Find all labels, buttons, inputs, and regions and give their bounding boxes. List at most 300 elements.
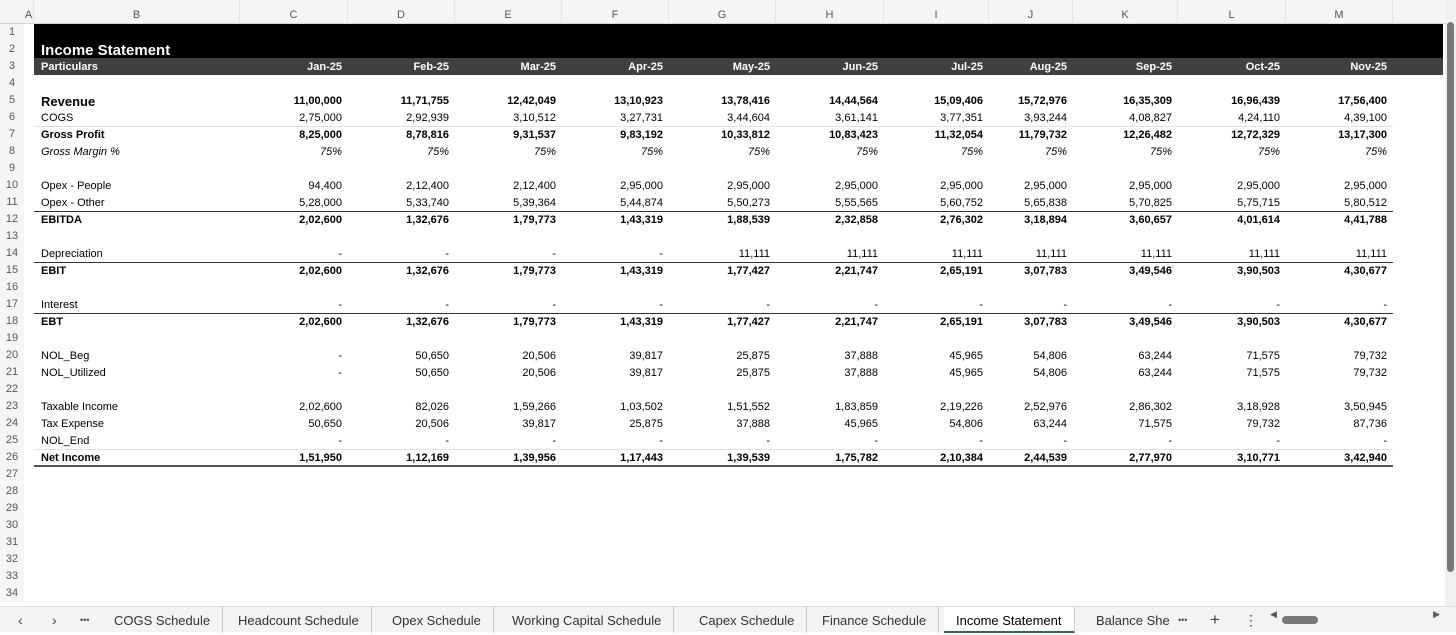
scrollbar-thumb[interactable]: [1447, 22, 1454, 572]
table-row: [0, 466, 1445, 483]
value-cell[interactable]: 1,51,950: [299, 452, 342, 464]
row-number[interactable]: 28: [0, 483, 24, 500]
row-number[interactable]: 15: [0, 262, 24, 279]
column-header[interactable]: D: [348, 0, 455, 24]
value-cell[interactable]: 1,32,676: [406, 316, 449, 328]
value-cell[interactable]: 50,650: [415, 350, 449, 362]
value-cell[interactable]: 11,111: [1035, 248, 1067, 260]
value-cell[interactable]: 1,83,859: [835, 401, 878, 413]
value-cell[interactable]: -: [874, 435, 878, 447]
month-header: Oct-25: [1245, 61, 1280, 73]
row-number[interactable]: 22: [0, 381, 24, 398]
value-cell[interactable]: -: [338, 299, 342, 311]
value-cell[interactable]: 1,43,319: [620, 214, 663, 226]
value-cell[interactable]: 54,806: [949, 418, 983, 430]
value-cell[interactable]: 1,77,427: [727, 265, 770, 277]
row-label[interactable]: NOL_Beg: [41, 350, 90, 362]
row-label[interactable]: Taxable Income: [41, 401, 119, 413]
table-row: [0, 347, 1445, 364]
value-cell[interactable]: -: [659, 435, 663, 447]
value-cell[interactable]: -: [338, 248, 342, 260]
value-cell[interactable]: 2,95,000: [727, 180, 770, 192]
value-cell[interactable]: 1,88,539: [727, 214, 770, 226]
value-cell[interactable]: 11,00,000: [293, 95, 342, 107]
value-cell[interactable]: 11,32,054: [934, 129, 983, 141]
column-header[interactable]: E: [455, 0, 562, 24]
value-cell[interactable]: 2,77,970: [1129, 452, 1172, 464]
row-label[interactable]: EBT: [41, 316, 63, 328]
value-cell[interactable]: 2,95,000: [1129, 180, 1172, 192]
value-cell[interactable]: 37,888: [844, 367, 878, 379]
value-cell[interactable]: 5,33,740: [406, 197, 449, 209]
row-number[interactable]: 3: [0, 58, 24, 75]
value-cell[interactable]: 2,65,191: [940, 316, 983, 328]
value-cell[interactable]: 2,95,000: [1344, 180, 1387, 192]
value-cell[interactable]: 5,80,512: [1344, 197, 1387, 209]
value-cell[interactable]: 39,817: [629, 350, 663, 362]
row-label[interactable]: NOL_End: [41, 435, 90, 447]
column-header[interactable]: I: [884, 0, 989, 24]
value-cell[interactable]: 3,77,351: [940, 112, 983, 124]
value-cell[interactable]: -: [1276, 299, 1280, 311]
row-label[interactable]: COGS: [41, 112, 74, 124]
sheet-title: Income Statement: [41, 42, 171, 58]
value-cell[interactable]: 1,32,676: [406, 214, 449, 226]
value-cell[interactable]: 71,575: [1246, 350, 1280, 362]
value-cell[interactable]: 4,01,614: [1237, 214, 1280, 226]
particulars-header: Particulars: [41, 61, 98, 73]
value-cell[interactable]: -: [766, 435, 770, 447]
scroll-right-icon[interactable]: ▶: [1433, 609, 1440, 619]
value-cell[interactable]: 54,806: [1033, 367, 1067, 379]
value-cell[interactable]: 11,111: [1355, 248, 1387, 260]
value-cell[interactable]: -: [552, 299, 556, 311]
row-number[interactable]: 8: [0, 143, 24, 160]
table-row: [0, 92, 1445, 109]
value-cell[interactable]: -: [1168, 435, 1172, 447]
row-number[interactable]: 12: [0, 211, 24, 228]
value-cell[interactable]: 5,75,715: [1237, 197, 1280, 209]
value-cell[interactable]: -: [445, 299, 449, 311]
value-cell[interactable]: 75%: [426, 146, 449, 158]
table-row: [0, 313, 1445, 330]
row-number[interactable]: 1: [0, 24, 24, 41]
value-cell[interactable]: 2,02,600: [299, 265, 342, 277]
value-cell[interactable]: 3,49,546: [1129, 316, 1172, 328]
value-cell[interactable]: 5,60,752: [940, 197, 983, 209]
prev-sheet-button[interactable]: ‹: [18, 612, 23, 628]
value-cell[interactable]: 63,244: [1033, 418, 1067, 430]
value-cell[interactable]: 3,49,546: [1129, 265, 1172, 277]
column-header[interactable]: L: [1178, 0, 1286, 24]
value-cell[interactable]: 4,30,677: [1344, 316, 1387, 328]
value-cell[interactable]: 2,92,939: [406, 112, 449, 124]
row-number[interactable]: 27: [0, 466, 24, 483]
value-cell[interactable]: 75%: [1364, 146, 1387, 158]
column-header[interactable]: F: [562, 0, 669, 24]
value-cell[interactable]: 3,42,940: [1344, 452, 1387, 464]
value-cell[interactable]: 1,17,443: [620, 452, 663, 464]
table-row: [0, 58, 1445, 75]
value-cell[interactable]: 3,93,244: [1024, 112, 1067, 124]
value-cell[interactable]: 2,12,400: [513, 180, 556, 192]
row-label[interactable]: Net Income: [41, 452, 101, 464]
value-cell[interactable]: 9,83,192: [620, 129, 663, 141]
value-cell[interactable]: 63,244: [1138, 367, 1172, 379]
value-cell[interactable]: -: [552, 435, 556, 447]
sheet-tab[interactable]: Capex Schedule: [687, 607, 807, 633]
value-cell[interactable]: -: [979, 435, 983, 447]
value-cell[interactable]: 2,19,226: [940, 401, 983, 413]
value-cell[interactable]: 79,732: [1353, 367, 1387, 379]
row-label[interactable]: Opex - Other: [41, 197, 105, 209]
value-cell[interactable]: 75%: [747, 146, 770, 158]
value-cell[interactable]: 1,79,773: [513, 316, 556, 328]
value-cell[interactable]: -: [338, 350, 342, 362]
value-cell[interactable]: 75%: [533, 146, 556, 158]
table-row: [0, 517, 1445, 534]
value-cell[interactable]: 5,65,838: [1024, 197, 1067, 209]
value-cell[interactable]: 3,90,503: [1237, 265, 1280, 277]
value-cell[interactable]: 25,875: [629, 418, 663, 430]
row-number[interactable]: 13: [0, 228, 24, 245]
value-cell[interactable]: 20,506: [522, 350, 556, 362]
value-cell[interactable]: 8,25,000: [299, 129, 342, 141]
value-cell[interactable]: 9,31,537: [513, 129, 556, 141]
value-cell[interactable]: 11,111: [738, 248, 770, 260]
value-cell[interactable]: -: [874, 299, 878, 311]
table-row: [0, 194, 1445, 211]
month-header: Mar-25: [520, 61, 556, 73]
value-cell[interactable]: 14,44,564: [829, 95, 878, 107]
sheet-tab[interactable]: COGS Schedule: [102, 607, 223, 633]
row-label[interactable]: Interest: [41, 299, 78, 311]
value-cell[interactable]: 11,79,732: [1018, 129, 1067, 141]
row-number[interactable]: 7: [0, 126, 24, 143]
value-cell[interactable]: -: [552, 248, 556, 260]
value-cell[interactable]: 16,96,439: [1231, 95, 1280, 107]
value-cell[interactable]: 75%: [855, 146, 878, 158]
row-label[interactable]: Gross Margin %: [41, 146, 120, 158]
row-number[interactable]: 26: [0, 449, 24, 466]
value-cell[interactable]: 3,90,503: [1237, 316, 1280, 328]
row-number[interactable]: 23: [0, 398, 24, 415]
row-label[interactable]: Opex - People: [41, 180, 112, 192]
spreadsheet-grid[interactable]: [0, 24, 1445, 602]
value-cell[interactable]: 87,736: [1353, 418, 1387, 430]
value-cell[interactable]: 37,888: [736, 418, 770, 430]
column-headers: [0, 0, 1445, 24]
row-number[interactable]: 4: [0, 75, 24, 92]
value-cell[interactable]: 45,965: [844, 418, 878, 430]
value-cell[interactable]: 79,732: [1353, 350, 1387, 362]
value-cell[interactable]: 13,10,923: [614, 95, 663, 107]
value-cell[interactable]: 3,44,604: [727, 112, 770, 124]
value-cell[interactable]: 1,39,956: [513, 452, 556, 464]
value-cell[interactable]: 4,08,827: [1129, 112, 1172, 124]
value-cell[interactable]: 37,888: [844, 350, 878, 362]
value-cell[interactable]: 2,76,302: [940, 214, 983, 226]
scroll-left-icon[interactable]: ◀: [1270, 609, 1277, 619]
value-cell[interactable]: 25,875: [736, 367, 770, 379]
value-cell[interactable]: -: [659, 248, 663, 260]
value-cell[interactable]: 71,575: [1138, 418, 1172, 430]
value-cell[interactable]: 75%: [1257, 146, 1280, 158]
value-cell[interactable]: 5,70,825: [1129, 197, 1172, 209]
value-cell[interactable]: -: [445, 435, 449, 447]
next-sheet-button[interactable]: ›: [52, 612, 57, 628]
value-cell[interactable]: 94,400: [308, 180, 342, 192]
column-header[interactable]: M: [1286, 0, 1393, 24]
row-number[interactable]: 29: [0, 500, 24, 517]
row-label[interactable]: NOL_Utilized: [41, 367, 106, 379]
value-cell[interactable]: 1,03,502: [620, 401, 663, 413]
table-row: [0, 126, 1445, 143]
value-cell[interactable]: 4,41,788: [1344, 214, 1387, 226]
table-row: [0, 211, 1445, 228]
row-number[interactable]: 11: [0, 194, 24, 211]
value-cell[interactable]: 82,026: [415, 401, 449, 413]
value-cell[interactable]: 3,18,928: [1237, 401, 1280, 413]
value-cell[interactable]: 5,50,273: [727, 197, 770, 209]
row-number[interactable]: 21: [0, 364, 24, 381]
more-tabs-button[interactable]: •••: [1178, 615, 1188, 625]
row-number[interactable]: 17: [0, 296, 24, 313]
add-sheet-button[interactable]: +: [1210, 610, 1220, 629]
value-cell[interactable]: 2,95,000: [940, 180, 983, 192]
value-cell[interactable]: 2,12,400: [406, 180, 449, 192]
column-header[interactable]: C: [240, 0, 348, 24]
value-cell[interactable]: 5,39,364: [513, 197, 556, 209]
row-number[interactable]: 30: [0, 517, 24, 534]
column-header[interactable]: G: [669, 0, 776, 24]
value-cell[interactable]: 11,111: [951, 248, 983, 260]
sheet-tab[interactable]: Finance Schedule: [810, 607, 939, 633]
more-sheets-button[interactable]: •••: [80, 615, 90, 625]
table-row: [0, 160, 1445, 177]
value-cell[interactable]: 25,875: [736, 350, 770, 362]
row-number[interactable]: 16: [0, 279, 24, 296]
value-cell[interactable]: 15,09,406: [934, 95, 983, 107]
value-cell[interactable]: 16,35,309: [1123, 95, 1172, 107]
row-label[interactable]: Depreciation: [41, 248, 103, 260]
value-cell[interactable]: 5,55,565: [835, 197, 878, 209]
value-cell[interactable]: 50,650: [308, 418, 342, 430]
row-number[interactable]: 20: [0, 347, 24, 364]
vertical-scrollbar[interactable]: [1445, 0, 1456, 606]
value-cell[interactable]: -: [1383, 435, 1387, 447]
value-cell[interactable]: 11,111: [846, 248, 878, 260]
row-label[interactable]: Tax Expense: [41, 418, 104, 430]
value-cell[interactable]: 2,02,600: [299, 214, 342, 226]
value-cell[interactable]: 1,32,676: [406, 265, 449, 277]
value-cell[interactable]: 75%: [1044, 146, 1067, 158]
value-cell[interactable]: 75%: [960, 146, 983, 158]
value-cell[interactable]: 50,650: [415, 367, 449, 379]
value-cell[interactable]: 10,83,423: [829, 129, 878, 141]
value-cell[interactable]: 2,86,302: [1129, 401, 1172, 413]
sheet-tab[interactable]: Opex Schedule: [380, 607, 494, 633]
value-cell[interactable]: 2,95,000: [1024, 180, 1067, 192]
sheet-tab[interactable]: Headcount Schedule: [226, 607, 372, 633]
value-cell[interactable]: 2,95,000: [620, 180, 663, 192]
value-cell[interactable]: 20,506: [522, 367, 556, 379]
row-label[interactable]: Gross Profit: [41, 129, 105, 141]
value-cell[interactable]: -: [1063, 435, 1067, 447]
month-header: Jul-25: [951, 61, 983, 73]
value-cell[interactable]: 45,965: [949, 350, 983, 362]
row-label[interactable]: Revenue: [41, 94, 96, 109]
value-cell[interactable]: 3,10,512: [513, 112, 556, 124]
row-number[interactable]: 9: [0, 160, 24, 177]
value-cell[interactable]: 2,44,539: [1024, 452, 1067, 464]
value-cell[interactable]: -: [1168, 299, 1172, 311]
row-number[interactable]: 31: [0, 534, 24, 551]
value-cell[interactable]: 75%: [319, 146, 342, 158]
row-number[interactable]: 19: [0, 330, 24, 347]
value-cell[interactable]: 8,78,816: [406, 129, 449, 141]
value-cell[interactable]: 3,07,783: [1024, 316, 1067, 328]
row-number[interactable]: 32: [0, 551, 24, 568]
value-cell[interactable]: 75%: [640, 146, 663, 158]
value-cell[interactable]: 2,32,858: [835, 214, 878, 226]
column-header[interactable]: B: [34, 0, 240, 24]
value-cell[interactable]: 1,43,319: [620, 265, 663, 277]
value-cell[interactable]: 10,33,812: [721, 129, 770, 141]
column-header[interactable]: K: [1073, 0, 1178, 24]
column-header[interactable]: A: [24, 0, 34, 24]
value-cell[interactable]: 3,18,894: [1024, 214, 1067, 226]
table-row: [0, 534, 1445, 551]
row-number[interactable]: 10: [0, 177, 24, 194]
table-row: [0, 551, 1445, 568]
value-cell[interactable]: 2,10,384: [940, 452, 983, 464]
table-row: [0, 449, 1445, 466]
value-cell[interactable]: 2,65,191: [940, 265, 983, 277]
value-cell[interactable]: 11,111: [1140, 248, 1172, 260]
value-cell[interactable]: 12,26,482: [1123, 129, 1172, 141]
value-cell[interactable]: 54,806: [1033, 350, 1067, 362]
value-cell[interactable]: 17,56,400: [1338, 95, 1387, 107]
sheet-tab[interactable]: Income Statement: [944, 607, 1075, 633]
value-cell[interactable]: 3,10,771: [1237, 452, 1280, 464]
value-cell[interactable]: 1,79,773: [513, 214, 556, 226]
horizontal-scrollbar[interactable]: [1270, 609, 1440, 625]
value-cell[interactable]: -: [979, 299, 983, 311]
value-cell[interactable]: 11,111: [1248, 248, 1280, 260]
value-cell[interactable]: 3,27,731: [620, 112, 663, 124]
value-cell[interactable]: 5,28,000: [299, 197, 342, 209]
value-cell[interactable]: 4,30,677: [1344, 265, 1387, 277]
table-row: [0, 500, 1445, 517]
row-number[interactable]: 33: [0, 568, 24, 585]
value-cell[interactable]: 1,39,539: [727, 452, 770, 464]
row-number[interactable]: 25: [0, 432, 24, 449]
column-header[interactable]: H: [776, 0, 884, 24]
row-number[interactable]: 14: [0, 245, 24, 262]
row-label[interactable]: EBIT: [41, 265, 67, 277]
value-cell[interactable]: 1,12,169: [406, 452, 449, 464]
value-cell[interactable]: 3,61,141: [835, 112, 878, 124]
sheet-tab[interactable]: Balance She: [1096, 613, 1170, 628]
month-header: Jun-25: [842, 61, 878, 73]
value-cell[interactable]: 75%: [1149, 146, 1172, 158]
value-cell[interactable]: 1,75,782: [835, 452, 878, 464]
value-cell[interactable]: -: [659, 299, 663, 311]
value-cell[interactable]: 15,72,976: [1018, 95, 1067, 107]
table-row: [0, 75, 1445, 92]
value-cell[interactable]: 79,732: [1246, 418, 1280, 430]
value-cell[interactable]: 1,77,427: [727, 316, 770, 328]
value-cell[interactable]: 11,71,755: [400, 95, 449, 107]
table-row: [0, 415, 1445, 432]
value-cell[interactable]: 12,72,329: [1231, 129, 1280, 141]
value-cell[interactable]: -: [1063, 299, 1067, 311]
table-row: [0, 585, 1445, 602]
row-number[interactable]: 34: [0, 585, 24, 602]
value-cell[interactable]: 2,75,000: [299, 112, 342, 124]
value-cell[interactable]: 63,244: [1138, 350, 1172, 362]
value-cell[interactable]: -: [338, 367, 342, 379]
value-cell[interactable]: 2,52,976: [1024, 401, 1067, 413]
value-cell[interactable]: 3,07,783: [1024, 265, 1067, 277]
table-row: [0, 41, 1445, 58]
row-label[interactable]: EBITDA: [41, 214, 82, 226]
value-cell[interactable]: 3,50,945: [1344, 401, 1387, 413]
value-cell[interactable]: 1,43,319: [620, 316, 663, 328]
row-number[interactable]: 5: [0, 92, 24, 109]
value-cell[interactable]: 4,39,100: [1344, 112, 1387, 124]
value-cell[interactable]: 12,42,049: [507, 95, 556, 107]
value-cell[interactable]: -: [445, 248, 449, 260]
scrollbar-thumb[interactable]: [1282, 616, 1318, 624]
column-header[interactable]: J: [989, 0, 1073, 24]
value-cell[interactable]: 2,95,000: [835, 180, 878, 192]
value-cell[interactable]: 39,817: [629, 367, 663, 379]
sheet-tab-bar: [0, 606, 1456, 632]
value-cell[interactable]: -: [766, 299, 770, 311]
value-cell[interactable]: 3,60,657: [1129, 214, 1172, 226]
value-cell[interactable]: 20,506: [415, 418, 449, 430]
value-cell[interactable]: -: [1276, 435, 1280, 447]
row-number[interactable]: 18: [0, 313, 24, 330]
value-cell[interactable]: 2,21,747: [835, 316, 878, 328]
value-cell[interactable]: 39,817: [522, 418, 556, 430]
value-cell[interactable]: 2,95,000: [1237, 180, 1280, 192]
value-cell[interactable]: 13,78,416: [721, 95, 770, 107]
value-cell[interactable]: 4,24,110: [1237, 112, 1280, 124]
value-cell[interactable]: 2,21,747: [835, 265, 878, 277]
table-row: [0, 177, 1445, 194]
value-cell[interactable]: 2,02,600: [299, 401, 342, 413]
value-cell[interactable]: 1,59,266: [513, 401, 556, 413]
value-cell[interactable]: 5,44,874: [620, 197, 663, 209]
table-row: [0, 568, 1445, 585]
value-cell[interactable]: -: [1383, 299, 1387, 311]
value-cell[interactable]: 71,575: [1246, 367, 1280, 379]
row-number[interactable]: 24: [0, 415, 24, 432]
row-number[interactable]: 2: [0, 41, 24, 58]
value-cell[interactable]: 2,02,600: [299, 316, 342, 328]
value-cell[interactable]: 1,51,552: [727, 401, 770, 413]
tab-menu-button[interactable]: ⋮: [1244, 612, 1258, 628]
sheet-tab[interactable]: Working Capital Schedule: [500, 607, 674, 633]
value-cell[interactable]: -: [338, 435, 342, 447]
value-cell[interactable]: 1,79,773: [513, 265, 556, 277]
value-cell[interactable]: 13,17,300: [1338, 129, 1387, 141]
row-number[interactable]: 6: [0, 109, 24, 126]
value-cell[interactable]: 45,965: [949, 367, 983, 379]
